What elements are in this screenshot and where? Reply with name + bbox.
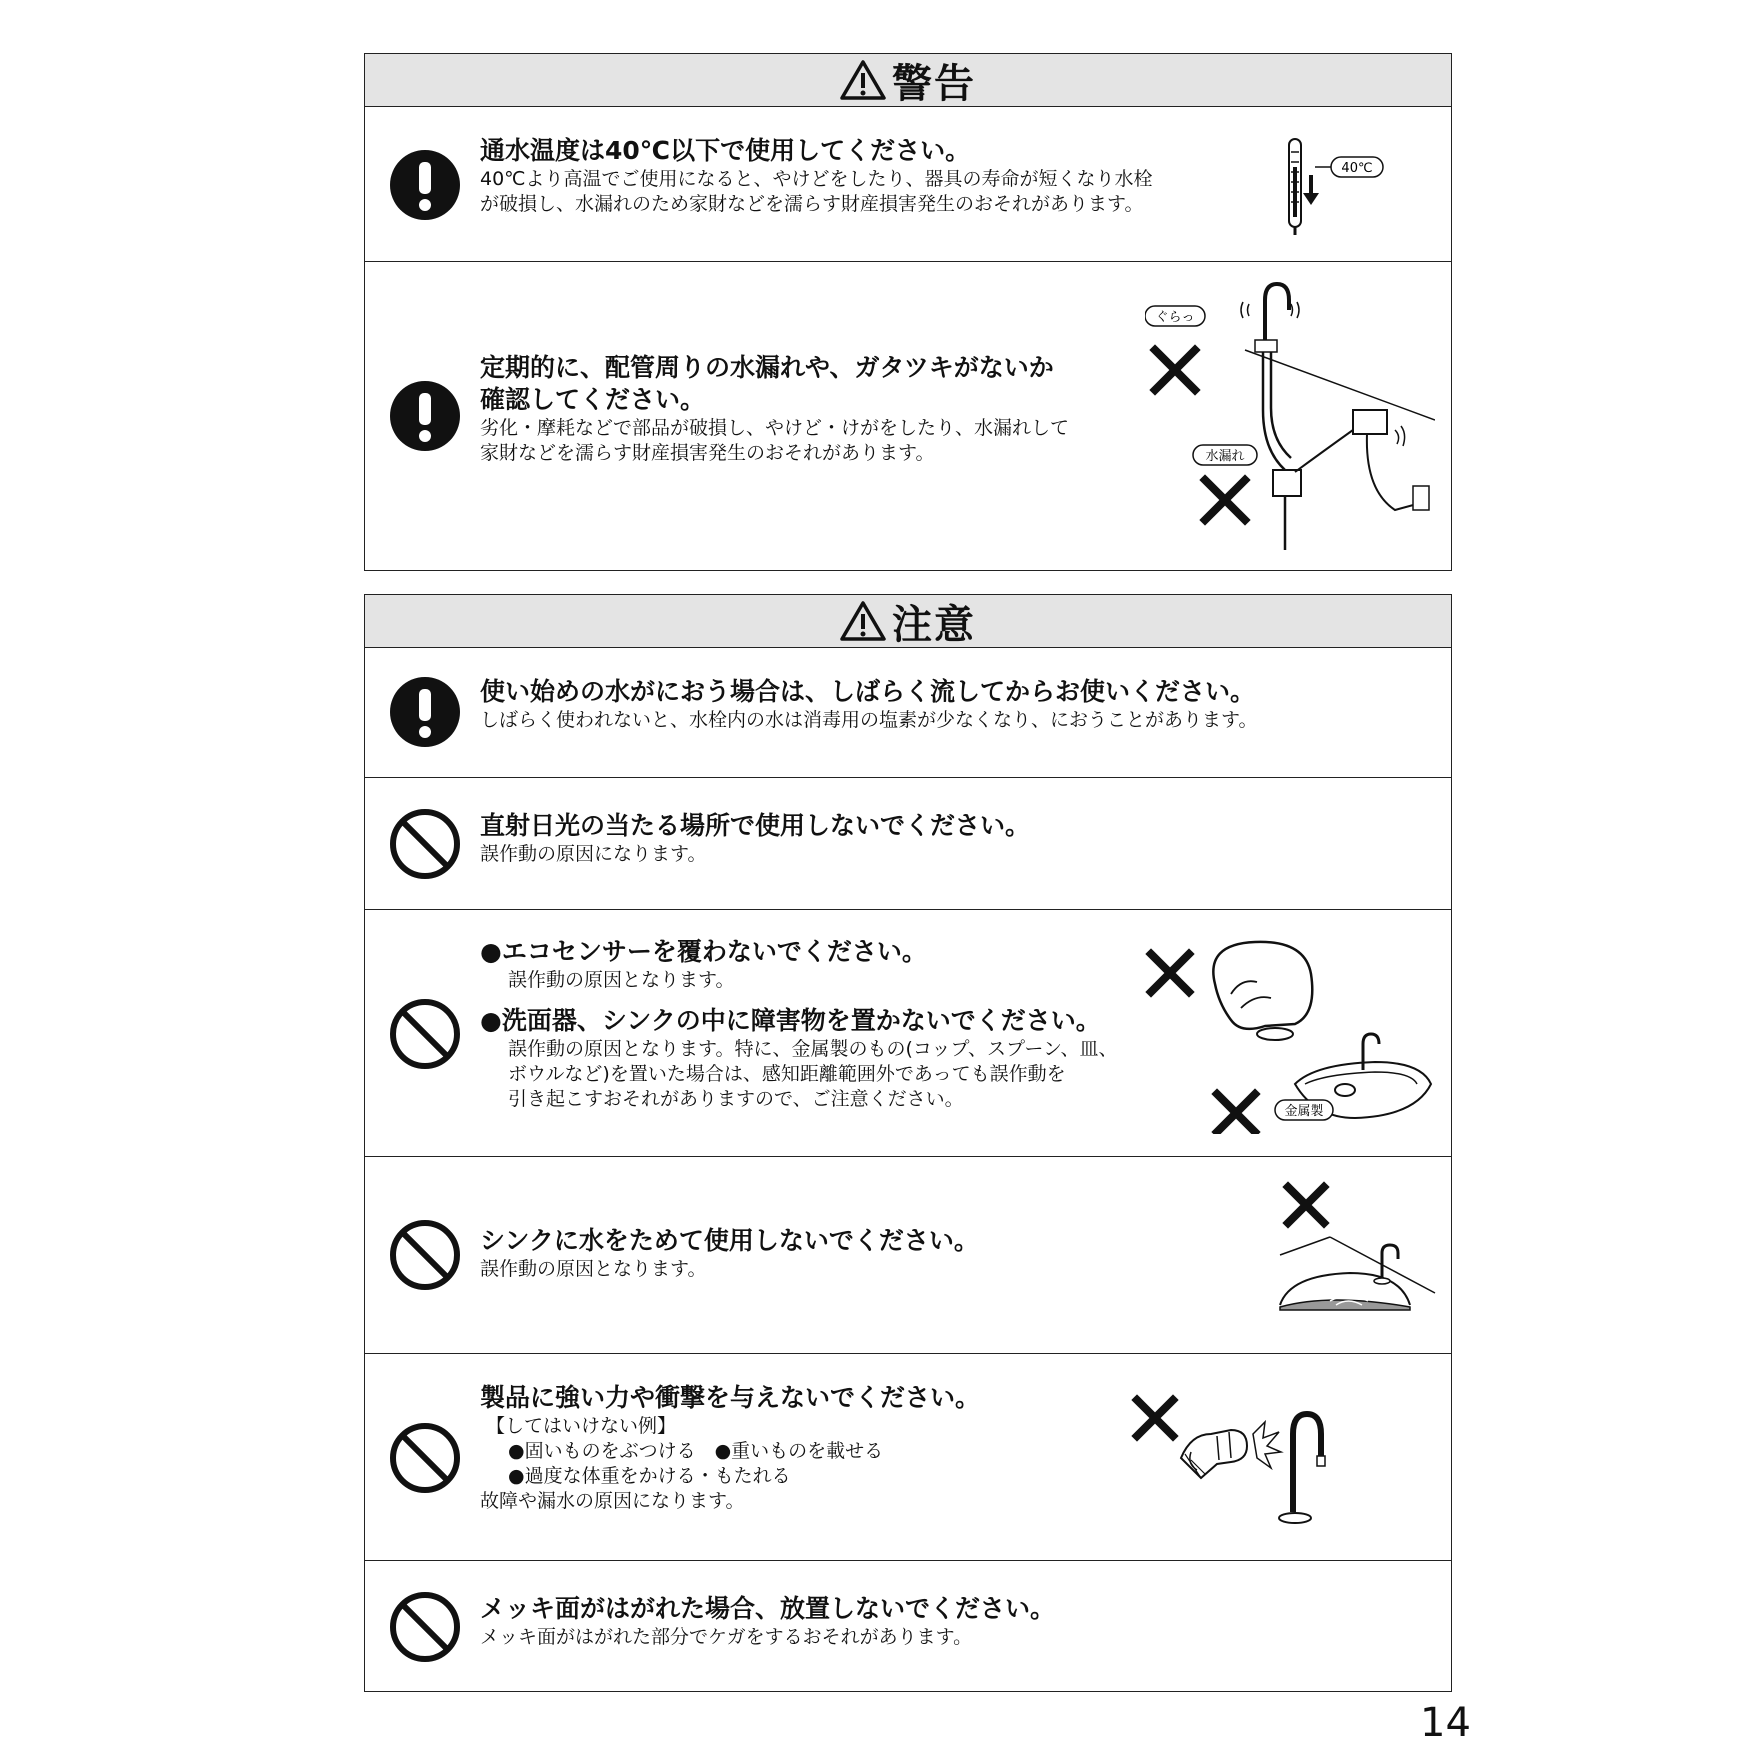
item-heading: 直射日光の当たる場所で使用しないでください。 <box>480 811 1031 840</box>
prohibited-icon <box>389 998 461 1070</box>
impact-faucet-illustration <box>1131 1394 1331 1534</box>
prohibited-icon <box>389 1591 461 1663</box>
item-body-line: 故障や漏水の原因になります。 <box>480 1490 745 1512</box>
example-line: ●過度な体重をかける・もたれる <box>508 1465 791 1487</box>
leak-label: 水漏れ <box>1205 449 1245 464</box>
caution-header <box>365 595 1451 648</box>
caution-item-sink-water <box>365 1157 1451 1354</box>
caution-item-plating <box>365 1561 1451 1692</box>
item-body-line: が破損し、水漏れのため家財などを濡らす財産損害発生のおそれがあります。 <box>480 193 1144 215</box>
example-label: 【してはいけない例】 <box>486 1415 677 1437</box>
item-body-line: 誤作動の原因となります。特に、金属製のもの(コップ、スプーン、皿、 <box>508 1038 1118 1060</box>
caution-item-sunlight <box>365 778 1451 910</box>
caution-item-sensor <box>365 910 1451 1157</box>
caution-item-odor <box>365 648 1451 778</box>
caution-panel <box>364 594 1452 1692</box>
item-subheading: ●エコセンサーを覆わないでください。 <box>480 937 927 966</box>
item-body-line: メッキ面がはがれた部分でケガをするおそれがあります。 <box>480 1626 973 1648</box>
item-body-line: 40℃より高温でご使用になると、やけどをしたり、器具の寿命が短くなり水栓 <box>480 168 1153 190</box>
item-heading: シンクに水をためて使用しないでください。 <box>480 1226 979 1255</box>
warning-item-inspection <box>365 262 1451 571</box>
warning-title: 警告 <box>892 60 976 107</box>
item-heading: 製品に強い力や衝撃を与えないでください。 <box>480 1383 981 1412</box>
item-body-line: しばらく使われないと、水栓内の水は消毒用の塩素が少なくなり、におうことがあります。 <box>480 709 1258 731</box>
temperature-label: 40℃ <box>1341 161 1373 176</box>
mandatory-exclamation-icon <box>389 380 461 452</box>
example-line: ●固いものをぶつける ●重いものを載せる <box>508 1440 884 1462</box>
mandatory-exclamation-icon <box>389 149 461 221</box>
warning-item-temperature <box>365 107 1451 262</box>
warning-triangle-icon <box>840 600 886 642</box>
faucet-piping-illustration <box>1145 280 1435 550</box>
metal-label: 金属製 <box>1284 1104 1324 1119</box>
item-heading-line: 確認してください。 <box>480 385 706 414</box>
item-heading: 使い始めの水がにおう場合は、しばらく流してからお使いください。 <box>480 677 1256 706</box>
warning-header <box>365 54 1451 107</box>
prohibited-cross-icon <box>1155 350 1245 520</box>
item-body-line: ボウルなど)を置いた場合は、感知距離範囲外であっても誤作動を <box>508 1063 1066 1085</box>
warning-panel <box>364 53 1452 571</box>
item-subheading: ●洗面器、シンクの中に障害物を置かないでください。 <box>480 1006 1101 1035</box>
prohibited-icon <box>389 1219 461 1291</box>
thermometer-illustration <box>1275 137 1385 237</box>
item-heading: メッキ面がはがれた場合、放置しないでください。 <box>480 1594 1056 1623</box>
item-body-line: 劣化・摩耗などで部品が破損し、やけど・けがをしたり、水漏れして <box>480 417 1070 439</box>
prohibited-icon <box>389 808 461 880</box>
item-body-line: 誤作動の原因となります。 <box>480 1258 707 1280</box>
caution-title: 注意 <box>892 601 976 648</box>
item-body-line: 誤作動の原因となります。 <box>508 969 735 991</box>
wobble-label: ぐらっ <box>1155 310 1195 325</box>
item-body-line: 家財などを濡らす財産損害発生のおそれがあります。 <box>480 442 935 464</box>
item-body-line: 誤作動の原因になります。 <box>480 843 707 865</box>
item-heading-line: 定期的に、配管周りの水漏れや、ガタツキがないか <box>480 353 1054 382</box>
page-number: 14 <box>1420 1700 1471 1746</box>
prohibited-icon <box>389 1422 461 1494</box>
warning-triangle-icon <box>840 59 886 101</box>
sensor-obstruction-illustration <box>1145 934 1435 1134</box>
item-body-line: 引き起こすおそれがありますので、ご注意ください。 <box>508 1088 964 1110</box>
caution-item-impact <box>365 1354 1451 1561</box>
item-heading: 通水温度は40℃以下で使用してください。 <box>480 136 971 165</box>
filled-sink-illustration <box>1270 1175 1440 1345</box>
mandatory-exclamation-icon <box>389 676 461 748</box>
